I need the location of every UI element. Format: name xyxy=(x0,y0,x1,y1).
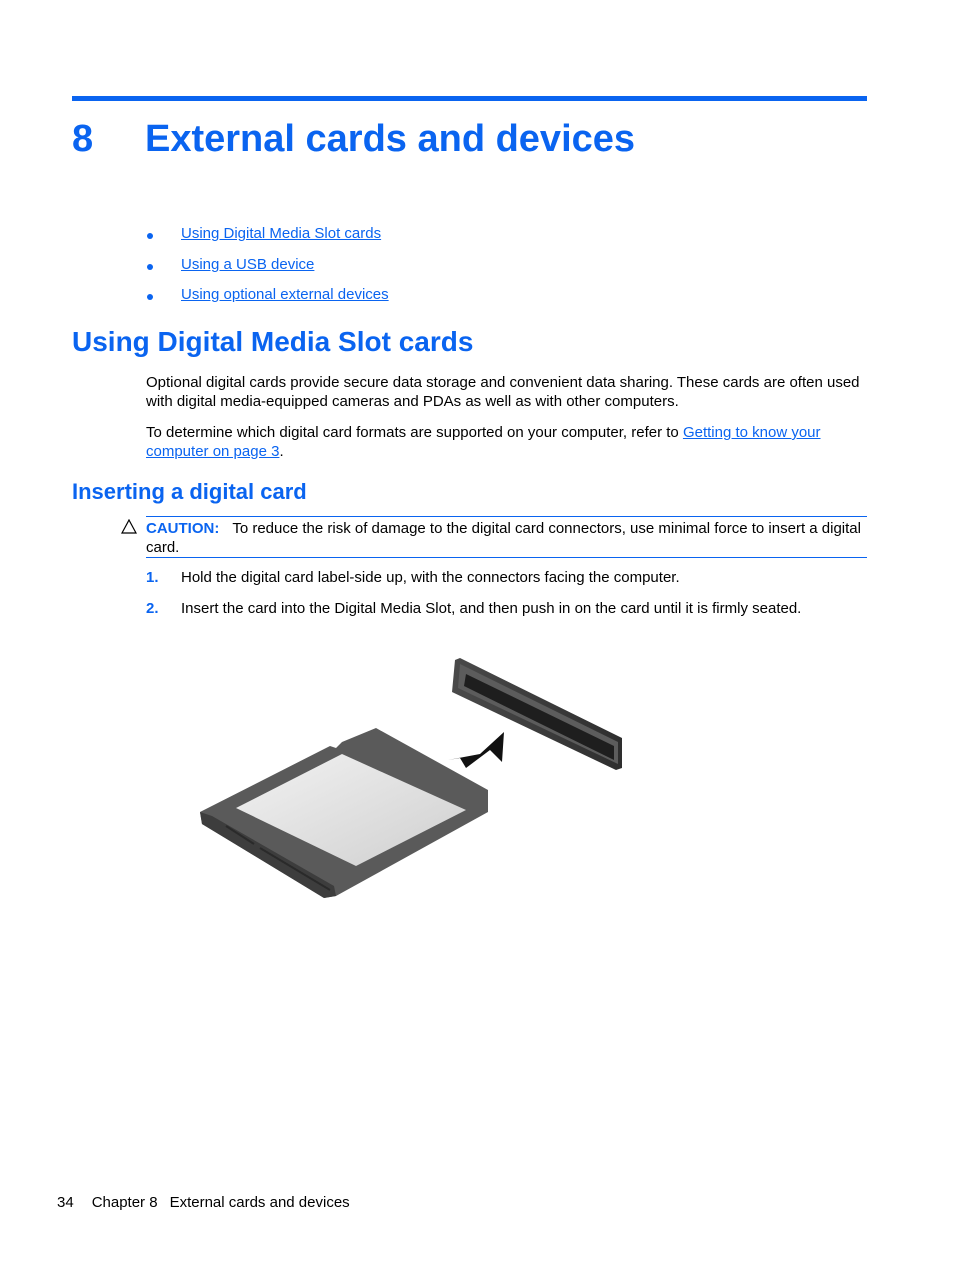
paragraph-text-end: . xyxy=(279,443,284,460)
page-footer xyxy=(57,1193,350,1212)
toc-item xyxy=(145,255,389,286)
subsection-heading: Inserting a digital card xyxy=(72,479,307,504)
section-heading: Using Digital Media Slot cards xyxy=(72,326,474,357)
chapter-toc xyxy=(145,224,389,316)
bullet-icon xyxy=(147,294,153,300)
caution-text: To reduce the risk of damage to the digital card connectors, use minimal force to insert a digital card. xyxy=(146,520,861,556)
media-slot-drawing xyxy=(452,658,622,770)
step-number: 1. xyxy=(146,569,159,586)
caution-label: CAUTION: xyxy=(146,520,220,537)
toc-item xyxy=(145,224,389,255)
getting-to-know-link[interactable]: Getting to know your computer on page 3 xyxy=(146,424,821,460)
section-paragraph-intro: Optional digital cards provide secure data storage and convenient data sharing. These cards are often used with digital media-equipped cameras and PDAs as well as with other computers. xyxy=(146,374,860,410)
chapter-top-rule xyxy=(72,96,867,101)
toc-item xyxy=(145,285,389,316)
paragraph-text: To determine which digital card formats are supported on your computer, refer to xyxy=(146,424,683,441)
caution-triangle-icon xyxy=(121,519,137,534)
toc-link-external-devices[interactable]: Using optional external devices xyxy=(181,286,389,303)
toc-link-usb-device[interactable]: Using a USB device xyxy=(181,255,315,273)
footer-chapter-label: Chapter 8 xyxy=(91,1194,158,1211)
chapter-title-text: External cards and devices xyxy=(145,118,636,160)
section-paragraph-formats xyxy=(146,423,866,461)
footer-chapter-title: External cards and devices xyxy=(169,1194,350,1211)
bullet-icon xyxy=(147,264,153,270)
step-number: 2. xyxy=(146,600,159,617)
caution-box xyxy=(146,516,867,558)
step-text: Insert the card into the Digital Media Slot, and then push in on the card until it is firmly seated. xyxy=(181,600,802,617)
chapter-number: 8 xyxy=(72,118,94,160)
caution-message xyxy=(146,517,861,557)
digital-card-drawing xyxy=(200,728,488,898)
bullet-icon xyxy=(147,233,153,239)
chapter-title xyxy=(72,118,635,161)
toc-link-digital-media[interactable]: Using Digital Media Slot cards xyxy=(181,225,382,242)
page-number: 34 xyxy=(57,1194,74,1211)
digital-card-insertion-illustration xyxy=(190,650,640,910)
insert-direction-arrow-icon xyxy=(448,732,504,768)
step-text: Hold the digital card label-side up, with the connectors facing the computer. xyxy=(181,569,680,586)
